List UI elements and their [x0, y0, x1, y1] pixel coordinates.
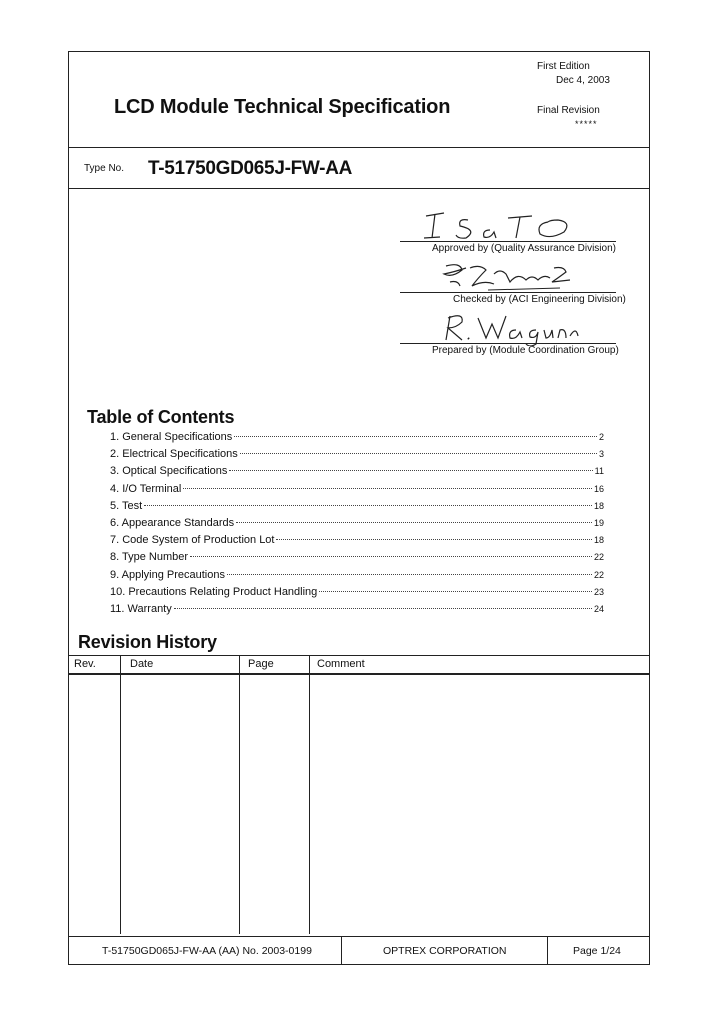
- footer-company: OPTREX CORPORATION: [383, 945, 507, 957]
- toc-item[interactable]: 8. Type Number 22: [110, 551, 604, 564]
- toc-list: [110, 431, 604, 620]
- signature-line-checked: [400, 292, 616, 293]
- toc-item[interactable]: 6. Appearance Standards 19: [110, 516, 604, 529]
- toc-item[interactable]: 7. Code System of Production Lot 18: [110, 534, 604, 547]
- signature-checked: [440, 260, 580, 294]
- type-divider: [68, 188, 650, 189]
- revision-col-divider: [120, 655, 121, 934]
- approved-caption: Approved by (Quality Assurance Division): [432, 243, 616, 254]
- toc-item[interactable]: 2. Electrical Specifications 3: [110, 448, 604, 461]
- toc-item[interactable]: 1. General Specifications 2: [110, 431, 604, 443]
- revision-table-top: [68, 655, 650, 656]
- edition-label: First Edition: [537, 61, 590, 72]
- signature-line-prepared: [400, 343, 616, 344]
- revision-col-divider: [309, 655, 310, 934]
- revision-table-header-rule: [68, 673, 650, 675]
- final-revision-label: Final Revision: [537, 105, 600, 116]
- rev-column-header: Rev.: [74, 658, 96, 670]
- page-column-header: Page: [248, 658, 274, 670]
- toc-item[interactable]: 9. Applying Precautions 22: [110, 568, 604, 581]
- revision-mark: *****: [575, 119, 598, 129]
- comment-column-header: Comment: [317, 658, 365, 670]
- footer-document-ref: T-51750GD065J-FW-AA (AA) No. 2003-0199: [102, 945, 312, 957]
- toc-item[interactable]: 5. Test 18: [110, 499, 604, 512]
- toc-heading: Table of Contents: [87, 407, 235, 427]
- edition-date: Dec 4, 2003: [556, 75, 610, 86]
- revision-col-divider: [239, 655, 240, 934]
- footer-col-divider: [341, 936, 342, 965]
- type-number: T-51750GD065J-FW-AA: [148, 158, 353, 179]
- document-title: LCD Module Technical Specification: [114, 96, 451, 118]
- type-number-label: Type No.: [84, 163, 125, 174]
- footer-divider: [68, 936, 650, 937]
- prepared-caption: Prepared by (Module Coordination Group): [432, 345, 619, 356]
- date-column-header: Date: [130, 658, 154, 670]
- signature-prepared: [440, 310, 590, 346]
- footer-col-divider: [547, 936, 548, 965]
- signature-approved: [420, 208, 580, 242]
- toc-item[interactable]: 10. Precautions Relating Product Handling 23: [110, 585, 604, 598]
- signature-line-approved: [400, 241, 616, 242]
- footer-page-number: Page 1/24: [573, 945, 621, 957]
- checked-caption: Checked by (ACI Engineering Division): [453, 294, 626, 305]
- revision-history-heading: Revision History: [78, 632, 217, 652]
- header-divider: [68, 147, 650, 148]
- toc-item[interactable]: 4. I/O Terminal 16: [110, 482, 604, 495]
- toc-item[interactable]: 3. Optical Specifications 11: [110, 465, 604, 478]
- toc-item[interactable]: 11. Warranty 24: [110, 602, 604, 615]
